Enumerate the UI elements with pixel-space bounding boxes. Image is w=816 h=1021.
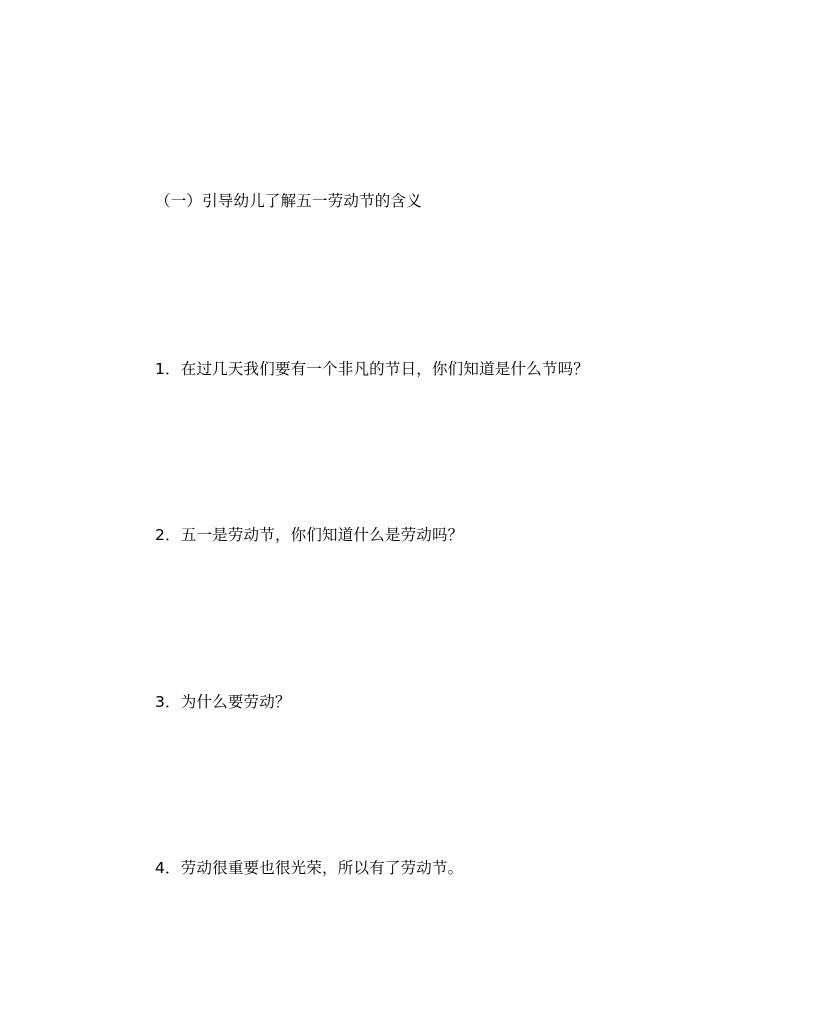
question-item-2: 2．五一是劳动节，你们知道什么是劳动吗？	[155, 526, 464, 544]
section-heading: （一）引导幼儿了解五一劳动节的含义	[155, 192, 422, 210]
question-item-4: 4．劳动很重要也很光荣，所以有了劳动节。	[155, 859, 464, 877]
question-item-1: 1．在过几天我们要有一个非凡的节日，你们知道是什么节吗？	[155, 360, 589, 378]
question-item-3: 3．为什么要劳动？	[155, 693, 291, 711]
